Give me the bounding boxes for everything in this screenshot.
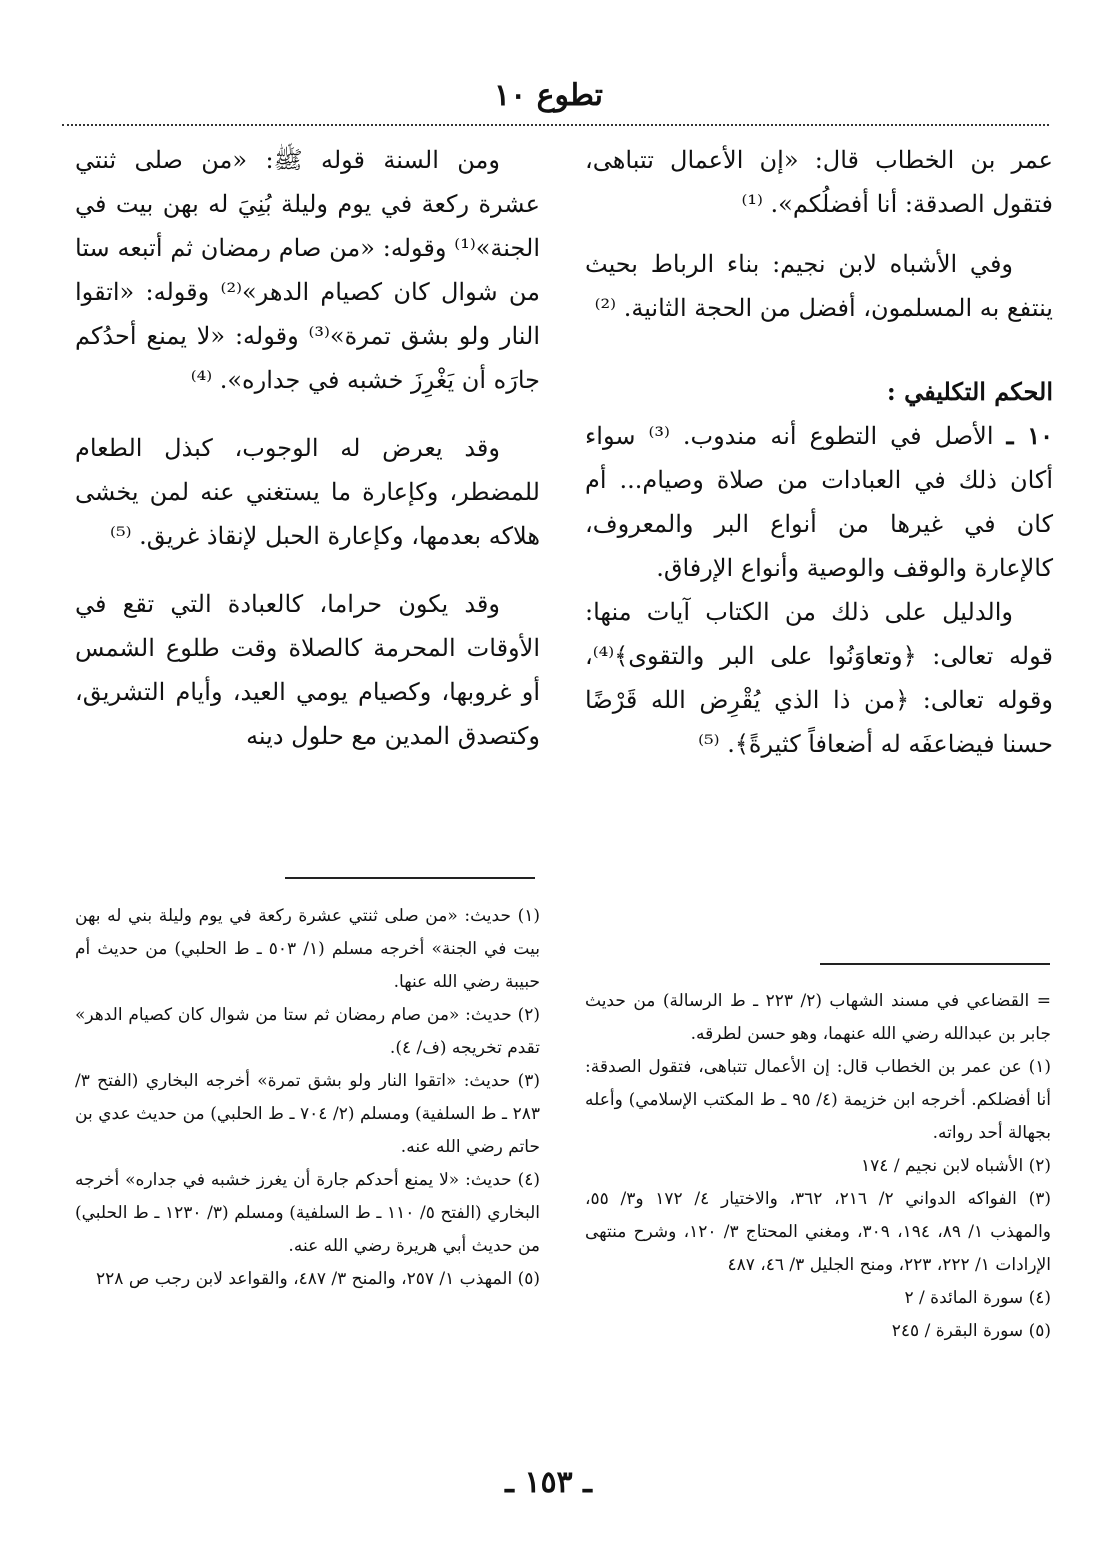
footnote-right-continued: = القضاعي في مسند الشهاب (٢/ ٢٢٣ ـ ط الرسالة) من حديث جابر بن عبدالله رضي الله عنهما، وهو حسن لطرقه. <box>585 991 1051 1044</box>
footnote-left-1: (١) حديث: «من صلى ثنتي عشرة ركعة في يوم وليلة بني له بهن بيت في الجنة» أخرجه مسلم (١/ ٥٠٣ ـ ط الحلبي) من حديث أم حبيبة رضي الله عنها. <box>75 906 540 992</box>
footnotes-right <box>585 985 1051 1348</box>
footnote-right-3: (٣) الفواكه الدواني ٢/ ٢١٦، ٣٦٢، والاختيار ٤/ ١٧٢ و٣/ ٥٥، والمهذب ١/ ٨٩، ١٩٤، ٣٠٩، ومغني المحتاج ٣/ ١٢٠، وشرح منتهى الإرادات ١/ ٢٢٢، ٢٢٣، ومنح الجليل ٣/ ٤٦، ٤٨٧ <box>585 1189 1052 1275</box>
page-number: ـ ١٥٣ ـ <box>505 1465 592 1500</box>
footnote-left-4: (٤) حديث: «لا يمنع أحدكم جارة أن يغرز خشبه في جداره» أخرجه البخاري (الفتح ٥/ ١١٠ ـ ط السلفية) ومسلم (٣/ ١٢٣٠ ـ ط الحلبي) من حديث أبي هريرة رضي الله عنه. <box>75 1170 540 1256</box>
footnote-right-1: (١) عن عمر بن الخطاب قال: إن الأعمال تتباهى، فتقول الصدقة: أنا أفضلكم. أخرجه ابن خزيمة (٤/ ٩٥ ـ ط المكتب الإسلامي) وأعله بجهالة أحد رواته. <box>585 1057 1051 1143</box>
evidence-paragraph: والدليل على ذلك من الكتاب آيات منها: قوله تعالى: ﴿وتعاوَنُوا على البر والتقوى﴾⁽⁴⁾، وقوله تعالى: ﴿من ذا الذي يُقْرِض الله قَرْضًا حسنا فيضاعفَه له أضعافاً كثيرةً﴾. ⁽⁵⁾ <box>585 598 1053 758</box>
left-paragraph-3: وقد يكون حراما، كالعبادة التي تقع في الأوقات المحرمة كالصلاة وقت طلوع الشمس أو غروبها، وكصيام يومي العيد، وأيام التشريق، وكتصدق المدين مع حلول دينه <box>75 590 540 750</box>
section-text: الأصل في التطوع أنه مندوب. ⁽³⁾ سواء أكان ذلك في العبادات من صلاة وصيام... أم كان في غيرها من أنواع البر والمعروف، كالإعارة والوقف والوصية وأنواع الإرفاق. <box>585 422 1053 582</box>
footnote-left-3: (٣) حديث: «اتقوا النار ولو بشق تمرة» أخرجه البخاري (الفتح ٣/ ٢٨٣ ـ ط السلفية) ومسلم (٢/ ٧٠٤ ـ ط الحلبي) من حديث عدي بن حاتم رضي الله عنه. <box>75 1071 540 1157</box>
section-paragraph <box>585 414 1053 590</box>
section-number: ١٠ ـ <box>1006 421 1054 450</box>
right-paragraph-1: عمر بن الخطاب قال: «إن الأعمال تتباهى، فتقول الصدقة: أنا أفضلُكم». ⁽¹⁾ <box>585 146 1053 218</box>
footnote-left-2: (٢) حديث: «من صام رمضان ثم ستا من شوال كان كصيام الدهر» تقدم تخريجه (ف/ ٤). <box>75 1005 540 1058</box>
right-column <box>585 138 1053 766</box>
footnote-right-4: (٤) سورة المائدة / ٢ <box>904 1288 1051 1308</box>
section-heading: الحكم التكليفي : <box>886 377 1053 406</box>
footnote-divider-left <box>285 877 535 879</box>
page-header <box>0 78 1097 113</box>
footnote-left-5: (٥) المهذب ١/ ٢٥٧، والمنح ٣/ ٤٨٧، والقواعد لابن رجب ص ٢٢٨ <box>96 1269 540 1289</box>
footnote-right-2: (٢) الأشباه لابن نجيم / ١٧٤ <box>861 1156 1051 1176</box>
left-column <box>75 138 540 758</box>
right-paragraph-2: وفي الأشباه لابن نجيم: بناء الرباط بحيث ينتفع به المسلمون، أفضل من الحجة الثانية. ⁽²⁾ <box>585 250 1053 322</box>
left-paragraph-2: وقد يعرض له الوجوب، كبذل الطعام للمضطر، وكإعارة ما يستغني عنه لمن يخشى هلاكه بعدمها، وكإعارة الحبل لإنقاذ غريق. ⁽⁵⁾ <box>75 434 540 550</box>
footnote-right-5: (٥) سورة البقرة / ٢٤٥ <box>891 1321 1051 1341</box>
left-paragraph-1: ومن السنة قوله ﷺ: «من صلى ثنتي عشرة ركعة في يوم وليلة بُنِيَ له بهن بيت في الجنة»⁽¹⁾ وقوله: «من صام رمضان ثم أتبعه ستا من شوال كان كصيام الدهر»⁽²⁾ وقوله: «اتقوا النار ولو بشق تمرة»⁽³⁾ وقوله: «لا يمنع أحدُكم جارَه أن يَغْرِزَ خشبه في جداره». ⁽⁴⁾ <box>75 146 541 394</box>
header-divider <box>62 124 1049 126</box>
footnote-divider-right <box>820 963 1050 965</box>
header-title: تطوع ١٠ <box>493 78 604 113</box>
footnotes-left <box>75 900 540 1296</box>
